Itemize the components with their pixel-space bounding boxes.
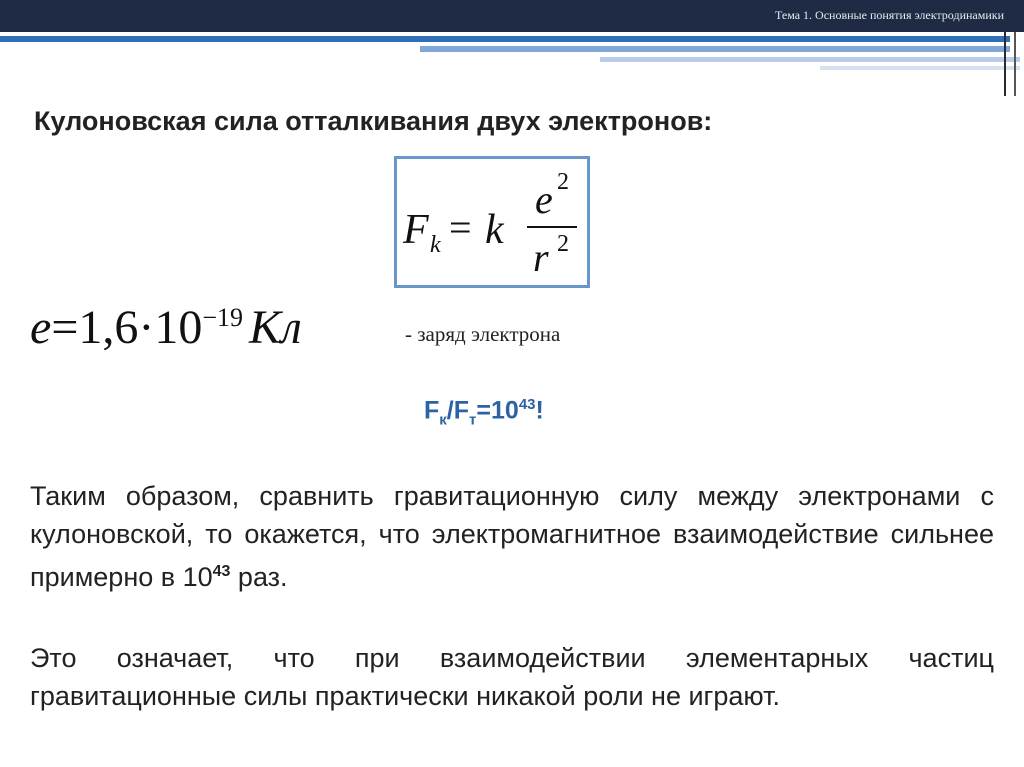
- formula-numerator: e: [535, 177, 553, 222]
- conclusion-exponent: 43: [212, 563, 231, 580]
- ratio-gravity-subscript: т: [469, 411, 477, 429]
- conclusion-text: Таким образом, сравнить гравитационную силу между электронами с кулоновской, то окажется, что электромагнитное взаимодействие сильнее примерно в 10: [30, 481, 994, 592]
- charge-note: - заряд электрона: [405, 322, 561, 346]
- coulomb-formula: [397, 159, 587, 285]
- charge-unit: Кл: [249, 301, 302, 354]
- decorative-stripe: [420, 46, 1010, 52]
- ratio-equals-base: =10: [476, 396, 519, 425]
- formula-k: k: [485, 207, 504, 253]
- meaning-paragraph: Это означает, что при взаимодействии элементарных частиц гравитационные силы практически никакой роли не играют.: [30, 643, 994, 711]
- slide-topic-title: Тема 1. Основные понятия электродинамики: [775, 8, 1004, 22]
- ratio-coulomb-subscript: к: [439, 411, 447, 429]
- slide-header-bar: [0, 0, 1024, 32]
- decorative-stripe: [820, 66, 1020, 70]
- formula-force: F: [403, 207, 429, 253]
- decorative-divider: [1014, 32, 1016, 96]
- formula-force-subscript: k: [430, 232, 441, 258]
- conclusion-tail: раз.: [230, 562, 288, 592]
- ratio-slash: /: [446, 396, 454, 425]
- coulomb-formula-box: [394, 156, 590, 288]
- charge-base: 10: [154, 301, 203, 354]
- decorative-stripe: [0, 36, 1010, 42]
- ratio-gravity-force: F: [453, 396, 470, 425]
- ratio-exclamation: !: [535, 396, 544, 425]
- ratio-exponent: 43: [518, 396, 536, 413]
- formula-denominator-exponent: 2: [557, 231, 569, 257]
- charge-dot: ·: [138, 301, 155, 354]
- formula-denominator: r: [533, 235, 549, 280]
- ratio-coulomb-force: F: [424, 396, 440, 425]
- conclusion-paragraph: [30, 478, 994, 597]
- charge-variable: e: [30, 301, 52, 354]
- electron-charge-formula: [30, 300, 302, 355]
- decorative-divider: [1004, 32, 1006, 96]
- force-ratio: [424, 396, 544, 428]
- charge-mantissa: 1,6: [78, 301, 139, 354]
- charge-equals: =: [51, 301, 79, 354]
- decorative-stripe: [600, 57, 1020, 62]
- formula-equals: =: [449, 205, 472, 250]
- formula-numerator-exponent: 2: [557, 169, 569, 195]
- charge-exponent: −19: [202, 303, 244, 332]
- slide-heading: Кулоновская сила отталкивания двух электронов:: [34, 106, 713, 136]
